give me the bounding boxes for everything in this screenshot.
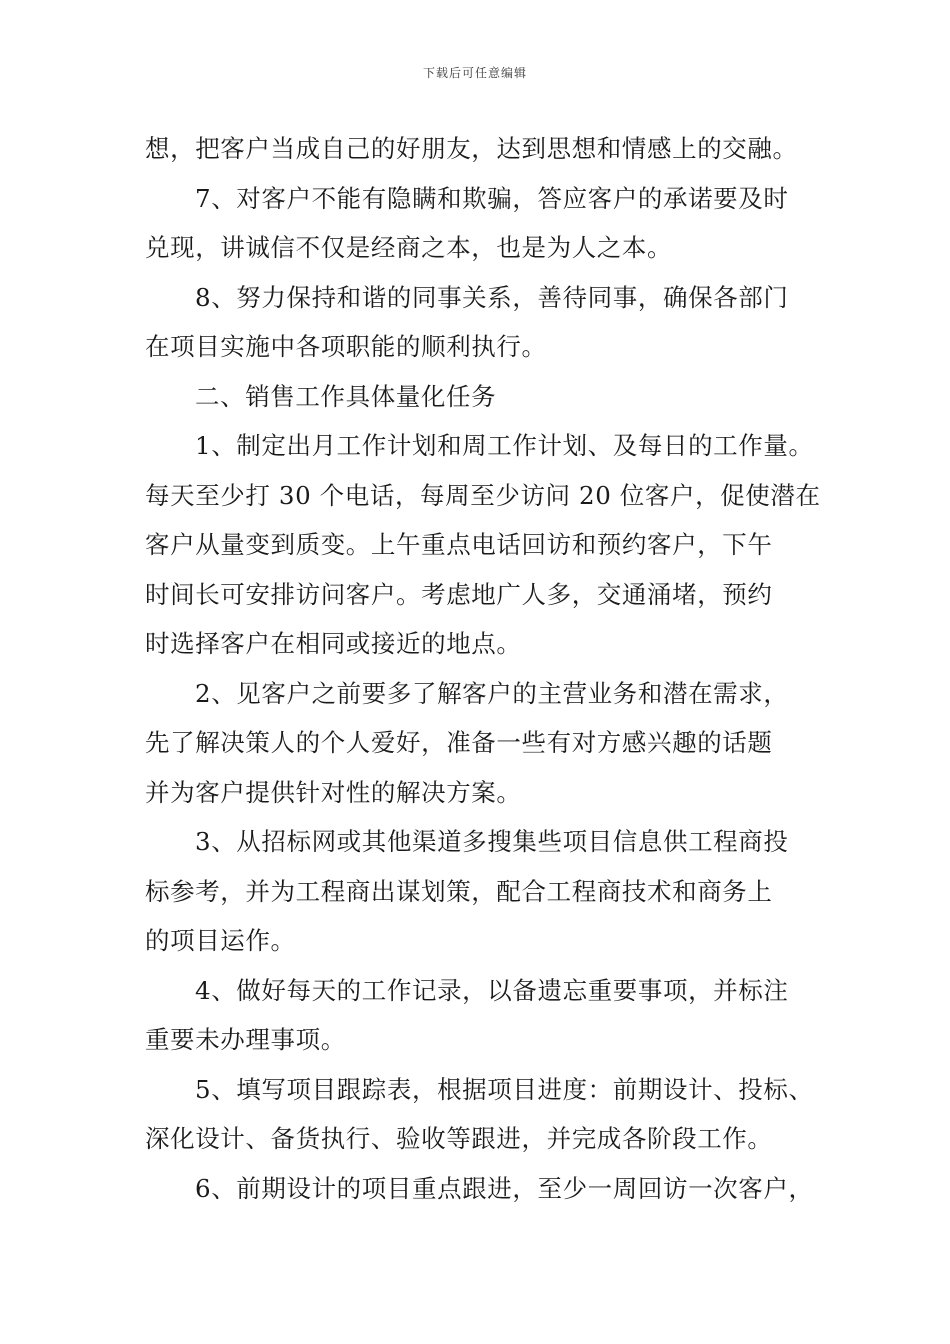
- text-line: 先了解决策人的个人爱好，准备一些有对方感兴趣的话题: [145, 728, 773, 757]
- text-line: 8、努力保持和谐的同事关系，善待同事，确保各部门: [195, 282, 789, 312]
- text-line: 2、见客户之前要多了解客户的主营业务和潜在需求，: [195, 678, 789, 708]
- text-line: 时选择客户在相同或接近的地点。: [145, 629, 522, 658]
- text-line: 在项目实施中各项职能的顺利执行。: [145, 332, 547, 361]
- text-line: 7、对客户不能有隐瞒和欺骗，答应客户的承诺要及时: [195, 183, 789, 213]
- text-line: 客户从量变到质变。上午重点电话回访和预约客户，下午: [145, 530, 773, 559]
- text-line: 3、从招标网或其他渠道多搜集些项目信息供工程商投: [195, 827, 789, 856]
- text-line: 标参考，并为工程商出谋划策，配合工程商技术和商务上: [145, 876, 773, 906]
- text-line: 每天至少打 30 个电话，每周至少访问 20 位客户，促使潜在: [145, 480, 821, 510]
- document-body: [145, 124, 821, 1213]
- text-line: 并为客户提供针对性的解决方案。: [145, 777, 522, 807]
- text-line: 重要未办理事项。: [145, 1025, 346, 1054]
- page-header: 下载后可任意编辑: [422, 66, 527, 80]
- text-line: 时间长可安排访问客户。考虑地广人多，交通涌堵，预约: [145, 579, 773, 609]
- text-line: 5、填写项目跟踪表，根据项目进度：前期设计、投标、: [195, 1074, 814, 1104]
- text-line: 深化设计、备货执行、验收等跟进，并完成各阶段工作。: [145, 1124, 773, 1153]
- section-heading: 二、销售工作具体量化任务: [195, 381, 497, 411]
- text-line: 4、做好每天的工作记录，以备遗忘重要事项，并标注: [195, 975, 789, 1005]
- text-line: 兑现，讲诚信不仅是经商之本，也是为人之本。: [145, 233, 673, 262]
- text-line: 的项目运作。: [145, 926, 296, 955]
- text-line: 1、制定出月工作计划和周工作计划、及每日的工作量。: [195, 431, 814, 460]
- text-line: 6、前期设计的项目重点跟进，至少一周回访一次客户，: [195, 1173, 814, 1203]
- text-line: 想，把客户当成自己的好朋友，达到思想和情感上的交融。: [145, 134, 798, 163]
